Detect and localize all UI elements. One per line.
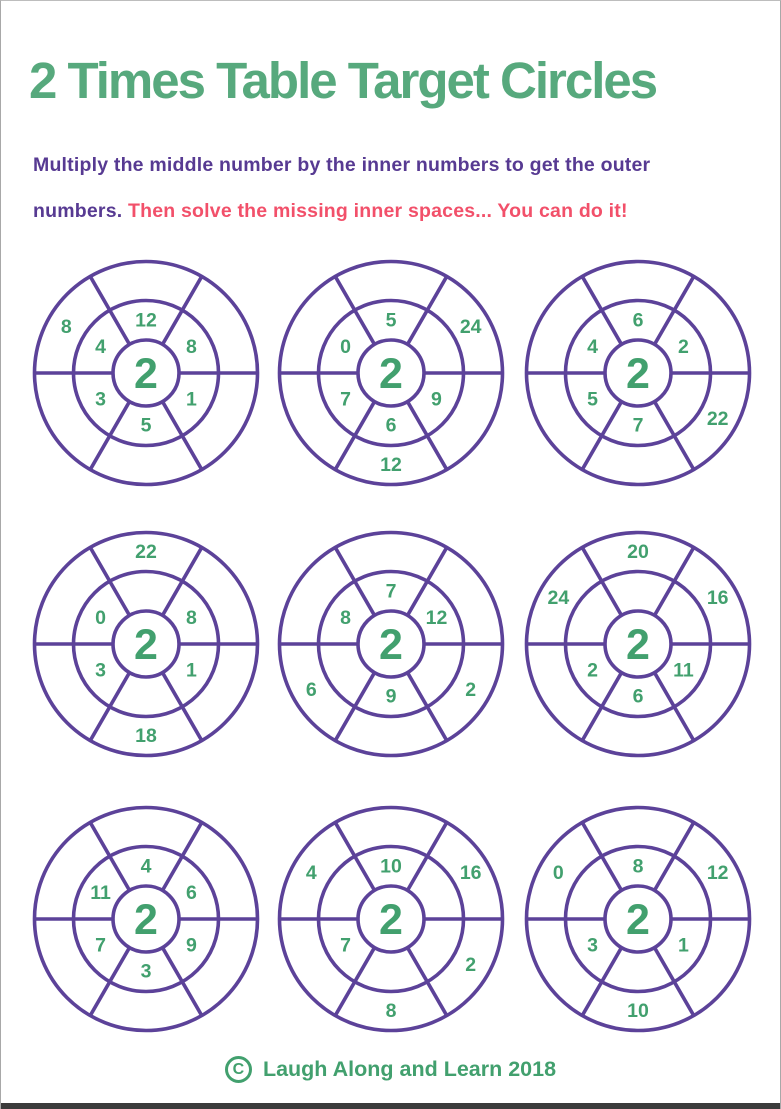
inner-number-top: 7 <box>385 580 397 603</box>
outer-number-upper-right: 12 <box>706 862 729 884</box>
sector-divider <box>90 673 129 741</box>
sector-divider <box>582 547 621 615</box>
inner-number-lower-right: 1 <box>678 934 689 957</box>
sector-divider <box>163 673 202 741</box>
outer-number-upper-left: 4 <box>305 862 317 884</box>
inner-number-upper-left: 4 <box>587 335 598 358</box>
outer-number-upper-left: 8 <box>60 316 72 338</box>
inner-number-upper-right: 2 <box>678 335 689 358</box>
sector-divider <box>90 402 129 470</box>
inner-number-lower-right: 11 <box>673 659 694 682</box>
inner-number-upper-left: 0 <box>340 335 351 358</box>
center-number: 2 <box>626 621 650 669</box>
outer-number-lower-right: 22 <box>706 408 729 430</box>
inner-number-lower-right: 1 <box>186 659 197 682</box>
sector-divider <box>90 276 129 344</box>
sector-divider <box>655 547 694 615</box>
sector-divider <box>90 948 129 1016</box>
center-number: 2 <box>134 896 158 944</box>
center-number: 2 <box>379 350 403 398</box>
outer-number-lower-right: 2 <box>465 954 477 976</box>
inner-number-upper-right: 8 <box>186 606 197 629</box>
inner-number-bottom: 5 <box>140 414 152 437</box>
center-number: 2 <box>626 350 650 398</box>
page-bottom-edge <box>1 1103 780 1109</box>
sector-divider <box>335 822 374 890</box>
inner-number-lower-left: 3 <box>95 388 106 411</box>
inner-number-lower-left: 7 <box>340 934 351 957</box>
inner-number-lower-left: 3 <box>95 659 106 682</box>
outer-number-bottom: 12 <box>380 454 402 476</box>
target-circle-middle-left <box>30 528 262 760</box>
inner-number-top: 6 <box>632 309 644 332</box>
inner-number-top: 5 <box>385 309 397 332</box>
center-number: 2 <box>134 621 158 669</box>
footer <box>1 1056 780 1083</box>
inner-number-top: 4 <box>140 855 152 878</box>
sector-divider <box>655 402 694 470</box>
sector-divider <box>408 948 447 1016</box>
inner-number-bottom: 6 <box>385 414 397 437</box>
sector-divider <box>408 547 447 615</box>
sector-divider <box>582 402 621 470</box>
target-circle-bottom-right <box>522 803 754 1035</box>
target-circle-middle-right <box>522 528 754 760</box>
outer-number-top: 22 <box>135 541 157 563</box>
inner-number-bottom: 6 <box>632 685 644 708</box>
sector-divider <box>163 276 202 344</box>
instructions-line1-text: Multiply the middle number by the inner numbers to get the outer <box>33 154 651 176</box>
sector-divider <box>335 402 374 470</box>
instructions-line2-purple: numbers. <box>33 200 123 222</box>
target-circle-bottom-middle <box>275 803 507 1035</box>
target-circle-top-right <box>522 257 754 489</box>
outer-number-upper-right: 16 <box>706 587 729 609</box>
inner-number-top: 8 <box>632 855 644 878</box>
instructions-line2-red: Then solve the missing inner spaces... You can do it! <box>128 200 628 222</box>
inner-number-upper-right: 6 <box>186 881 197 904</box>
inner-number-lower-left: 5 <box>587 388 598 411</box>
footer-text: Laugh Along and Learn 2018 <box>262 1057 557 1081</box>
sector-divider <box>582 822 621 890</box>
sector-divider <box>655 673 694 741</box>
inner-number-lower-left: 7 <box>340 388 351 411</box>
target-circle-top-middle <box>275 257 507 489</box>
inner-number-upper-left: 0 <box>95 606 106 629</box>
sector-divider <box>655 276 694 344</box>
sector-divider <box>163 402 202 470</box>
outer-number-lower-right: 2 <box>465 679 477 701</box>
sector-divider <box>582 673 621 741</box>
sector-divider <box>408 276 447 344</box>
copyright-icon: C <box>225 1056 252 1083</box>
inner-number-lower-right: 9 <box>186 934 197 957</box>
outer-number-upper-left: 24 <box>547 587 570 609</box>
sector-divider <box>335 547 374 615</box>
sector-divider <box>408 673 447 741</box>
inner-number-bottom: 3 <box>140 960 152 983</box>
sector-divider <box>163 547 202 615</box>
outer-number-lower-left: 6 <box>305 679 317 701</box>
inner-number-upper-left: 11 <box>90 881 111 904</box>
sector-divider <box>90 822 129 890</box>
sector-divider <box>582 948 621 1016</box>
sector-divider <box>335 276 374 344</box>
sector-divider <box>163 822 202 890</box>
target-circle-bottom-left <box>30 803 262 1035</box>
target-circle-top-left <box>30 257 262 489</box>
inner-number-lower-right: 9 <box>431 388 442 411</box>
target-circle-middle-center <box>275 528 507 760</box>
inner-number-upper-right: 8 <box>186 335 197 358</box>
center-number: 2 <box>379 621 403 669</box>
outer-number-bottom: 18 <box>135 725 157 747</box>
outer-number-upper-left: 0 <box>552 862 564 884</box>
inner-number-upper-right: 12 <box>425 606 448 629</box>
inner-number-lower-left: 3 <box>587 934 598 957</box>
page-title: 2 Times Table Target Circles <box>29 52 657 109</box>
center-number: 2 <box>134 350 158 398</box>
sector-divider <box>408 822 447 890</box>
inner-number-lower-left: 7 <box>95 934 106 957</box>
inner-number-upper-left: 4 <box>95 335 106 358</box>
sector-divider <box>408 402 447 470</box>
sector-divider <box>582 276 621 344</box>
inner-number-lower-right: 1 <box>186 388 197 411</box>
inner-number-top: 10 <box>380 855 402 878</box>
sector-divider <box>655 822 694 890</box>
inner-number-bottom: 7 <box>632 414 644 437</box>
sector-divider <box>335 673 374 741</box>
sector-divider <box>335 948 374 1016</box>
inner-number-lower-left: 2 <box>587 659 598 682</box>
outer-number-upper-right: 16 <box>459 862 482 884</box>
outer-number-upper-right: 24 <box>459 316 482 338</box>
center-number: 2 <box>379 896 403 944</box>
inner-number-bottom: 9 <box>385 685 397 708</box>
circles-grid <box>1 1 780 1109</box>
sector-divider <box>163 948 202 1016</box>
outer-number-bottom: 10 <box>627 1000 649 1022</box>
outer-number-bottom: 8 <box>385 1000 397 1022</box>
sector-divider <box>655 948 694 1016</box>
sector-divider <box>90 547 129 615</box>
inner-number-upper-left: 8 <box>340 606 351 629</box>
outer-number-top: 20 <box>627 541 649 563</box>
inner-number-top: 12 <box>135 309 157 332</box>
center-number: 2 <box>626 896 650 944</box>
